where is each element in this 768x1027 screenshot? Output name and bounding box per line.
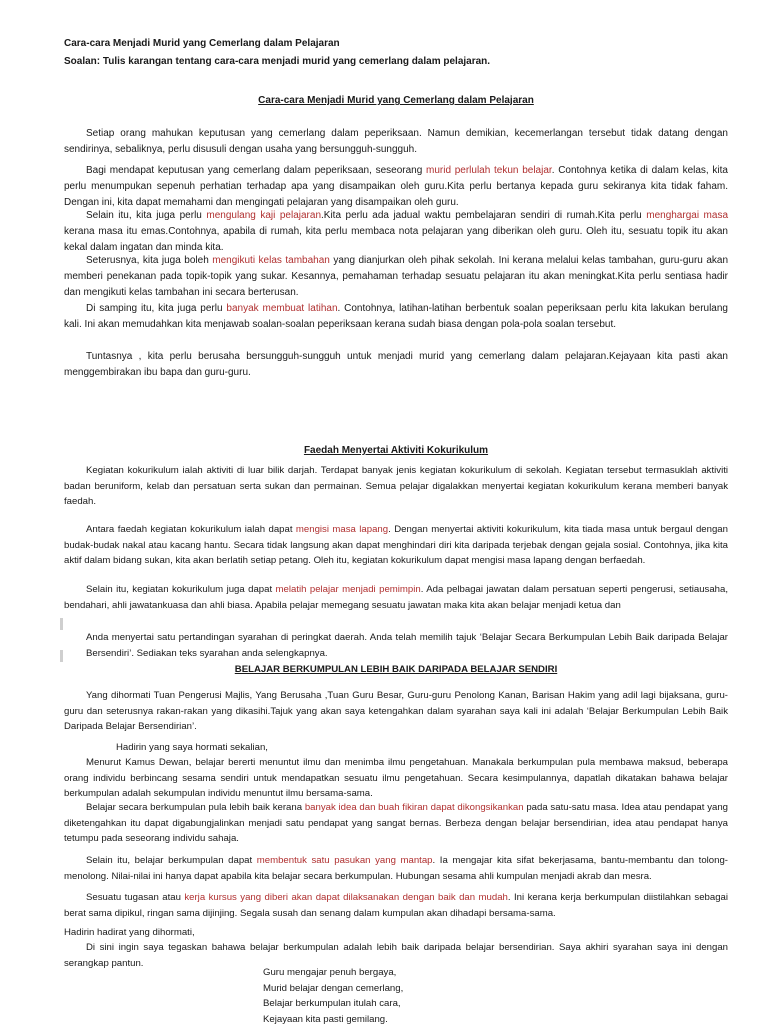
- page-break-marker: [60, 650, 63, 662]
- page-break-marker: [60, 618, 63, 630]
- pantun-verse: Guru mengajar penuh bergaya, Murid belajar dengan cemerlang, Belajar berkumpulan itulah cara, Kejayaan kita pasti gemilang.: [263, 967, 404, 1025]
- essay3-paragraph-2: Menurut Kamus Dewan, belajar bererti menuntut ilmu dan menimba ilmu pengetahuan. Manakala berkumpulan pula membawa maksud, beberapa orang individu berbincang sesama sendiri untuk mendapatkan sesuatu ilmu pengetahuan. Secara kesimpulannya, dapatlah dikatakan bahawa belajar berkumpulan adalah sekumpulan individu menuntut ilmu bersama-sama.: [64, 757, 728, 799]
- essay3-paragraph-1: Yang dihormati Tuan Pengerusi Majlis, Yang Berusaha ,Tuan Guru Besar, Guru-guru Penolong Kanan, Barisan Hakim yang adil lagi bijaksana, guru-guru dan seterusnya rakan-rakan yang dikasihi.Tajuk yang akan saya ketengahkan dalam syarahan saya kali ini adalah ‘Belajar Berkumpulan Lebih Baik Daripada Belajar Bersendirian’.: [64, 690, 728, 732]
- essay3-intro: Anda menyertai satu pertandingan syarahan di peringkat daerah. Anda telah memilih tajuk ‘Belajar Secara Berkumpulan Lebih Baik daripada Belajar Bersendiri’. Sediakan teks syarahan anda selengkapnya.: [86, 632, 728, 659]
- essay3-paragraph-3: Belajar secara berkumpulan pula lebih baik kerana banyak idea dan buah fikiran dapat dikongsikankan pada satu-satu masa. Idea atau pendapat yang diketengahkan itu dapat digabungjalinkan menjadi satu pendapat yang sangat bernas. Berbeza dengan belajar bersendirian, idea atau pendapat hanya tetumpu pada seseorang individu sahaja.: [64, 802, 728, 844]
- essay1-paragraph-3: Selain itu, kita juga perlu mengulang kaji pelajaran.Kita perlu ada jadual waktu pembelajaran sendiri di rumah.Kita perlu menghargai masa kerana masa itu emas.Contohnya, apabila di rumah, kita perlu membaca nota pelajaran yang diberikan oleh guru. Oleh itu, sesuatu topik itu akan kekal dalam ingatan dan minda kita.: [64, 210, 729, 253]
- essay3-closing: Di sini ingin saya tegaskan bahawa belajar berkumpulan adalah lebih baik daripada belajar bersendirian. Saya akhiri syarahan saya ini dengan serangkap pantun.: [64, 942, 728, 969]
- essay2-paragraph-2: Antara faedah kegiatan kokurikulum ialah dapat mengisi masa lapang. Dengan menyertai aktiviti kokurikulum, kita tiada masa untuk bergaul dengan budak-budak nakal atau kacang hantu. Secara tidak langsung akan dapat menghindari diri kita daripada terjebak dengan gejala sosial. Contohnya, jika kita aktif dalam bidang sukan, kita akan berlatih setiap petang. Oleh itu, kegiatan kokurikulum dapat mengisi masa lapang dengan berfaedah.: [64, 524, 728, 566]
- essay3-heading: BELAJAR BERKUMPULAN LEBIH BAIK DARIPADA BELAJAR SENDIRI: [234, 664, 558, 675]
- essay2-heading: Faedah Menyertai Aktiviti Kokurikulum: [303, 445, 489, 456]
- highlight-text: mengulang kaji pelajaran: [206, 210, 322, 221]
- essay2-paragraph-1: Kegiatan kokurikulum ialah aktiviti di luar bilik darjah. Terdapat banyak jenis kegiatan kokurikulum di sekolah. Kegiatan tersebut termasuklah aktiviti badan beruniform, kelab dan persatuan serta sukan dan permainan. Semua pelajar digalakkan menyertai kegiatan kokurikulum kerana memberi banyak faedah.: [64, 465, 728, 507]
- highlight-text: membentuk satu pasukan yang mantap: [256, 855, 433, 866]
- essay1-paragraph-1: Setiap orang mahukan keputusan yang cemerlang dalam peperiksaan. Namun demikian, kecemerlangan tersebut tidak datang dengan sendirinya, sebaliknya, perlu disusuli dengan usaha yang bersungguh-sungguh.: [64, 128, 728, 155]
- document-title: Cara-cara Menjadi Murid yang Cemerlang dalam Pelajaran: [64, 38, 340, 49]
- highlight-text: menghargai masa: [646, 210, 729, 221]
- essay3-paragraph-5: Sesuatu tugasan atau kerja kursus yang diberi akan dapat dilaksanakan dengan baik dan mudah. Ini kerana kerja berkumpulan diistilahkan sebagai berat sama dipikul, ringan sama dijinjing. Segala susah dan senang dalam kumpulan akan dihadapi bersama-sama.: [64, 892, 729, 919]
- essay3-address: Hadirin hadirat yang dihormati,: [64, 927, 195, 938]
- highlight-text: kerja kursus yang diberi akan dapat dilaksanakan dengan baik dan mudah: [184, 892, 508, 903]
- essay1-paragraph-6: Tuntasnya , kita perlu berusaha bersungguh-sungguh untuk menjadi murid yang cemerlang dalam pelajaran.Kejayaan kita pasti akan menggembirakan ibu bapa dan guru-guru.: [64, 351, 728, 378]
- highlight-text: melatih pelajar menjadi pemimpin: [275, 584, 421, 595]
- essay2-paragraph-3: Selain itu, kegiatan kokurikulum juga dapat melatih pelajar menjadi pemimpin. Ada pelbagai jawatan dalam persatuan seperti pengerusi, setiausaha, bendahari, ahli jawatankuasa dan ahli biasa. Apabila pelajar memegang sesuatu jawatan maka kita akan belajar menjadi ketua dan: [64, 584, 729, 611]
- highlight-text: banyak idea dan buah fikiran dapat dikongsikankan: [304, 802, 524, 813]
- highlight-text: mengisi masa lapang: [295, 524, 389, 535]
- essay1-paragraph-5: Di samping itu, kita juga perlu banyak membuat latihan. Contohnya, latihan-latihan berbentuk soalan peperiksaan perlu kita lakukan berulang kali. Ini akan memudahkan kita menjawab soalan-soalan peperiksaan kerana sudah biasa dengan pola-pola soalan tersebut.: [64, 303, 728, 330]
- essay3-paragraph-4: Selain itu, belajar berkumpulan dapat membentuk satu pasukan yang mantap. Ia mengajar kita sifat bekerjasama, bantu-membantu dan tolong-menolong. Nilai-nilai ini hanya dapat apabila kita belajar secara berkumpulan. Hubungan sesama ahli kumpulan menjadi akrab dan mesra.: [64, 855, 728, 882]
- highlight-text: mengikuti kelas tambahan: [212, 255, 330, 266]
- highlight-text: murid perlulah tekun belajar: [426, 165, 552, 176]
- highlight-text: banyak membuat latihan: [226, 303, 338, 314]
- essay1-paragraph-2: Bagi mendapat keputusan yang cemerlang dalam peperiksaan, seseorang murid perlulah tekun belajar. Contohnya ketika di dalam kelas, kita perlu menumpukan sepenuh perhatian terhadap apa yang disampaikan oleh guru.Kita perlu bertanya kepada guru sekiranya kita tidak faham. Dengan ini, kita dapat memahami dan mengingati pelajaran yang disampaikan oleh guru.: [64, 165, 728, 208]
- question-text: Soalan: Tulis karangan tentang cara-cara menjadi murid yang cemerlang dalam pelajaran.: [64, 56, 491, 67]
- essay1-paragraph-4: Seterusnya, kita juga boleh mengikuti kelas tambahan yang dianjurkan oleh pihak sekolah. Ini kerana melalui kelas tambahan, guru-guru akan memberi penekanan pada topik-topik yang sukar. Kesannya, pemahaman terhadap sesuatu pelajaran itu akan meningkat.Kita perlu sentiasa hadir dan mengikuti kelas tambahan ini secara berterusan.: [64, 255, 729, 298]
- essay1-heading: Cara-cara Menjadi Murid yang Cemerlang dalam Pelajaran: [258, 95, 534, 106]
- essay3-greeting: Hadirin yang saya hormati sekalian,: [116, 742, 268, 753]
